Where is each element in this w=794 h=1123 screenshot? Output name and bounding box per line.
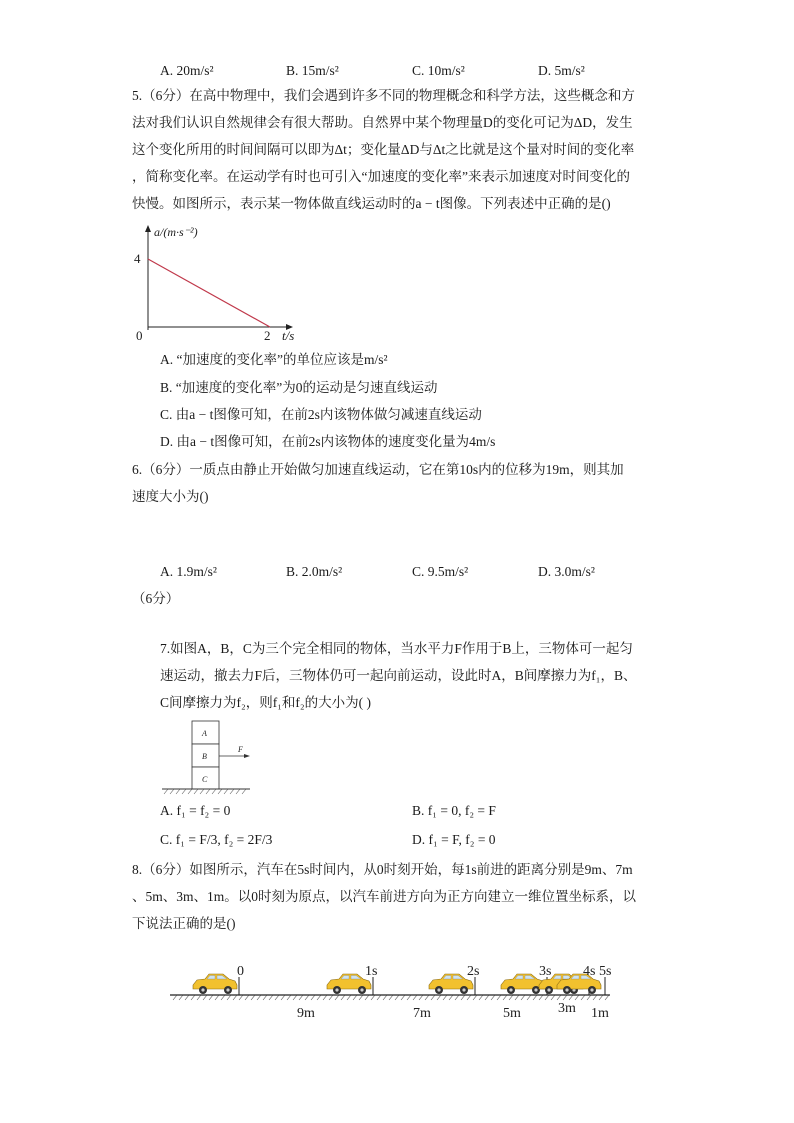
q8-line-1: 8.（6分）如图所示，汽车在5s时间内，从0时刻开始，每1s前进的距离分别是9m、7m (132, 862, 633, 877)
distance-label-3m: 3m (558, 1001, 576, 1016)
q7-option-b: B. f₁ = 0, f₂ = F (412, 803, 496, 818)
y-axis-arrow (145, 225, 151, 232)
q8-cars-figure (165, 955, 625, 1025)
q5-line-2: 法对我们认识自然规律会有很大帮助。自然界中某个物理量D的变化可记为ΔD，发生 (132, 115, 633, 130)
q5-line-1: 5.（6分）在高中物理中，我们会遇到许多不同的物理概念和科学方法，这些概念和方 (132, 88, 635, 103)
q5-option-c: C. 由a − t图像可知，在前2s内该物体做匀减速直线运动 (160, 407, 482, 422)
q6-line-2: 速度大小为() (132, 489, 209, 504)
at-line-series (148, 259, 270, 327)
q7-option-a: A. f₁ = f₂ = 0 (160, 803, 231, 818)
q4-option-d: D. 5m/s² (538, 63, 585, 78)
q7-blocks-figure (158, 720, 268, 800)
distance-label-5m: 5m (503, 1006, 521, 1021)
q7-line-3: C间摩擦力为f₂，则f₁和f₂的大小为( ) (160, 695, 371, 710)
time-label-3s: 3s (539, 964, 552, 979)
q7-line-1: 7.如图A，B，C为三个完全相同的物体，当水平力F作用于B上，三物体可一起匀 (160, 641, 633, 656)
q6-option-d: D. 3.0m/s² (538, 564, 595, 579)
car-icon (193, 974, 237, 994)
q4-option-a: A. 20m/s² (160, 63, 214, 78)
y-tick-4: 4 (134, 251, 141, 266)
x-tick-2: 2 (264, 328, 271, 343)
q8-line-2: 、5m、3m、1m。以0时刻为原点，以汽车前进方向为正方向建立一维位置坐标系，以 (132, 889, 637, 904)
q5-line-4: ，简称变化率。在运动学有时也可引入“加速度的变化率”来表示加速度对时间变化的 (132, 169, 630, 184)
block-a-label: A (202, 729, 207, 738)
q8-line-3: 下说法正确的是() (132, 916, 236, 931)
road-hatch (173, 995, 609, 1000)
q6-option-b: B. 2.0m/s² (286, 564, 343, 579)
q6-option-c: C. 9.5m/s² (412, 564, 469, 579)
origin-label: 0 (136, 328, 143, 343)
q6-line-1: 6.（6分）一质点由静止开始做匀加速直线运动，它在第10s内的位移为19m，则其加 (132, 462, 624, 477)
block-b-label: B (202, 752, 207, 761)
q5-option-b: B. “加速度的变化率”为0的运动是匀速直线运动 (160, 380, 438, 395)
x-axis-label: t/s (282, 328, 295, 343)
q5-option-a: A. “加速度的变化率”的单位应该是m/s² (160, 352, 388, 367)
time-label-2s: 2s (467, 964, 480, 979)
time-label-0: 0 (237, 964, 244, 979)
time-label-5s: 5s (599, 964, 612, 979)
q7-option-c: C. f₁ = F/3, f₂ = 2F/3 (160, 832, 273, 847)
force-label: F (238, 745, 243, 754)
force-arrow-head (244, 754, 250, 758)
q5-line-5: 快慢。如图所示，表示某一物体做直线运动时的a − t图像。下列表述中正确的是() (132, 196, 611, 211)
q4-option-c: C. 10m/s² (412, 63, 465, 78)
time-label-1s: 1s (365, 964, 378, 979)
y-axis-label: a/(m·s⁻²) (154, 225, 198, 239)
q5-option-d: D. 由a − t图像可知，在前2s内该物体的速度变化量为4m/s (160, 434, 496, 449)
q5-at-graph (130, 222, 310, 344)
block-c-label: C (202, 775, 208, 784)
q5-line-3: 这个变化所用的时间间隔可以即为Δt；变化量ΔD与Δt之比就是这个量对时间的变化率 (132, 142, 635, 157)
distance-label-1m: 1m (591, 1006, 609, 1021)
distance-label-7m: 7m (413, 1006, 431, 1021)
distance-label-9m: 9m (297, 1006, 315, 1021)
q7-option-d: D. f₁ = F, f₂ = 0 (412, 832, 496, 847)
q6-option-a: A. 1.9m/s² (160, 564, 217, 579)
q7-line-2: 速运动，撤去力F后，三物体仍可一起向前运动，设此时A，B间摩擦力为f₁，B、 (160, 668, 637, 683)
ground-hatch (164, 789, 246, 794)
time-label-4s: 4s (583, 964, 596, 979)
q7-score: （6分） (132, 591, 180, 606)
q4-option-b: B. 15m/s² (286, 63, 339, 78)
